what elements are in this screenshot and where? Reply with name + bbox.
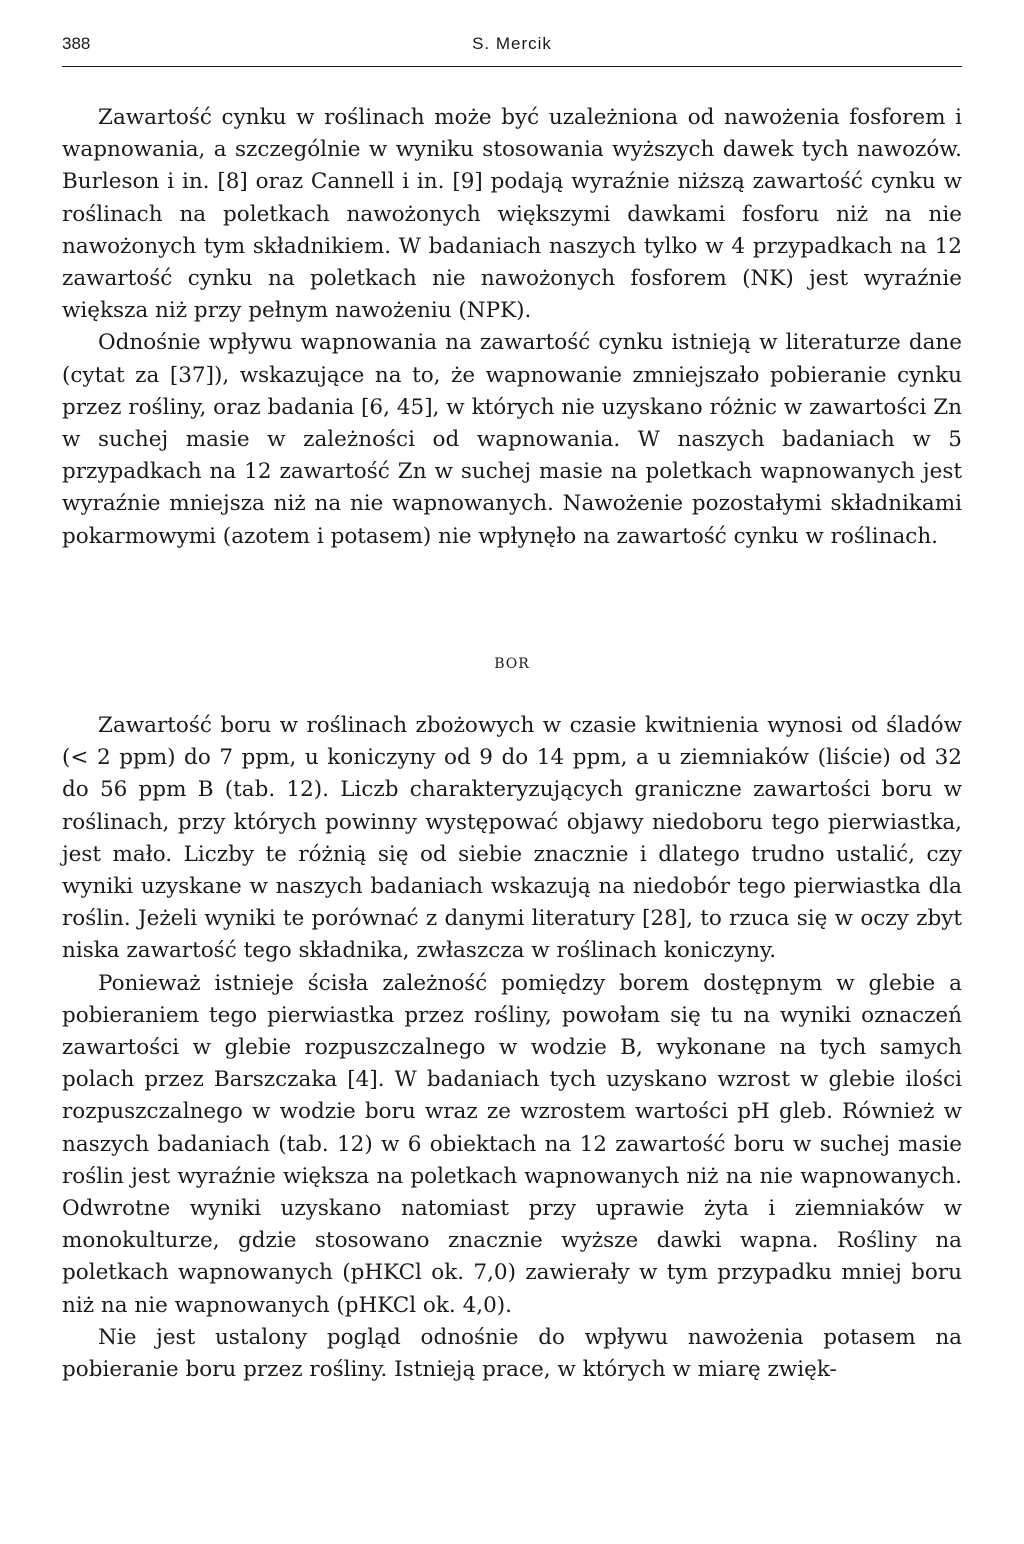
header-rule [62, 66, 962, 67]
section-zinc [62, 102, 962, 553]
paragraph-zinc-liming: Odnośnie wpływu wapnowania na zawartość cynku istnieją w literaturze dane (cytat za [37]), wskazujące na to, że wapnowanie zmniejszało pobieranie cynku przez rośliny, oraz badania [6, 45], w których nie uzyskano różnic w zawartości Zn w suchej masie w zależności od wapnowania. W naszych badaniach w 5 przypadkach na 12 zawartość Zn w suchej masie na poletkach wapnowanych jest wyraźnie mniejsza niż na nie wapnowanych. Nawożenie pozostałymi składnikami pokarmowymi (azotem i potasem) nie wpłynęło na zawartość cynku w roślinach. [62, 330, 962, 549]
section-boron [62, 710, 962, 1386]
paragraph-boron-potassium: Nie jest ustalony pogląd odnośnie do wpływu nawożenia potasem na pobieranie boru przez rośliny. Istnieją prace, w których w miarę zwięk- [62, 1324, 962, 1383]
running-head: S. Mercik [472, 34, 552, 53]
paragraph-zinc-fertilization: Zawartość cynku w roślinach może być uzależniona od nawożenia fosforem i wapnowania, a szczególnie w wyniku stosowania wyższych dawek tych nawozów. Burleson i in. [8] oraz Cannell i in. [9] podają wyraźnie niższą zawartość cynku w roślinach na poletkach nawożonych większymi dawkami fosforu niż na nie nawożonych tym składnikiem. W badaniach naszych tylko w 4 przypadkach na 12 zawartość cynku na poletkach nie nawożonych fosforem (NK) jest wyraźnie większa niż przy pełnym nawożeniu (NPK). [62, 105, 962, 324]
page-number: 388 [62, 34, 91, 53]
page-header [62, 34, 962, 64]
paragraph-boron-soil: Ponieważ istnieje ścisła zależność pomiędzy borem dostępnym w glebie a pobieraniem tego pierwiastka przez rośliny, powołam się tu na wyniki oznaczeń zawartości w glebie rozpuszczalnego w wodzie B, wykonane na tych samych polach przez Barszczaka [4]. W badaniach tych uzyskano wzrost w glebie ilości rozpuszczalnego w wodzie boru wraz ze wzrostem wartości pH gleb. Również w naszych badaniach (tab. 12) w 6 obiektach na 12 zawartość boru w suchej masie roślin jest wyraźnie większa na poletkach wapnowanych niż na nie wapnowanych. Odwrotne wyniki uzyskano natomiast przy uprawie żyta i ziemniaków w monokulturze, gdzie stosowano znacznie wyższe dawki wapna. Rośliny na poletkach wapnowanych (pHKCl ok. 7,0) zawierały w tym przypadku mniej boru niż na nie wapnowanych (pHKCl ok. 4,0). [62, 970, 962, 1318]
section-heading-boron: BOR [494, 656, 530, 672]
paragraph-boron-content: Zawartość boru w roślinach zbożowych w czasie kwitnienia wynosi od śladów (< 2 ppm) do 7 ppm, u koniczyny od 9 do 14 ppm, a u ziemniaków (liście) od 32 do 56 ppm B (tab. 12). Liczb charakteryzujących graniczne zawartości boru w roślinach, przy których powinny występować objawy niedoboru tego pierwiastka, jest mało. Liczby te różnią się od siebie znacznie i dlatego trudno ustalić, czy wyniki uzyskane w naszych badaniach wskazują na niedobór tego pierwiastka dla roślin. Jeżeli wyniki te porównać z danymi literatury [28], to rzuca się w oczy zbyt niska zawartość tego składnika, zwłaszcza w roślinach koniczyny. [62, 713, 962, 964]
